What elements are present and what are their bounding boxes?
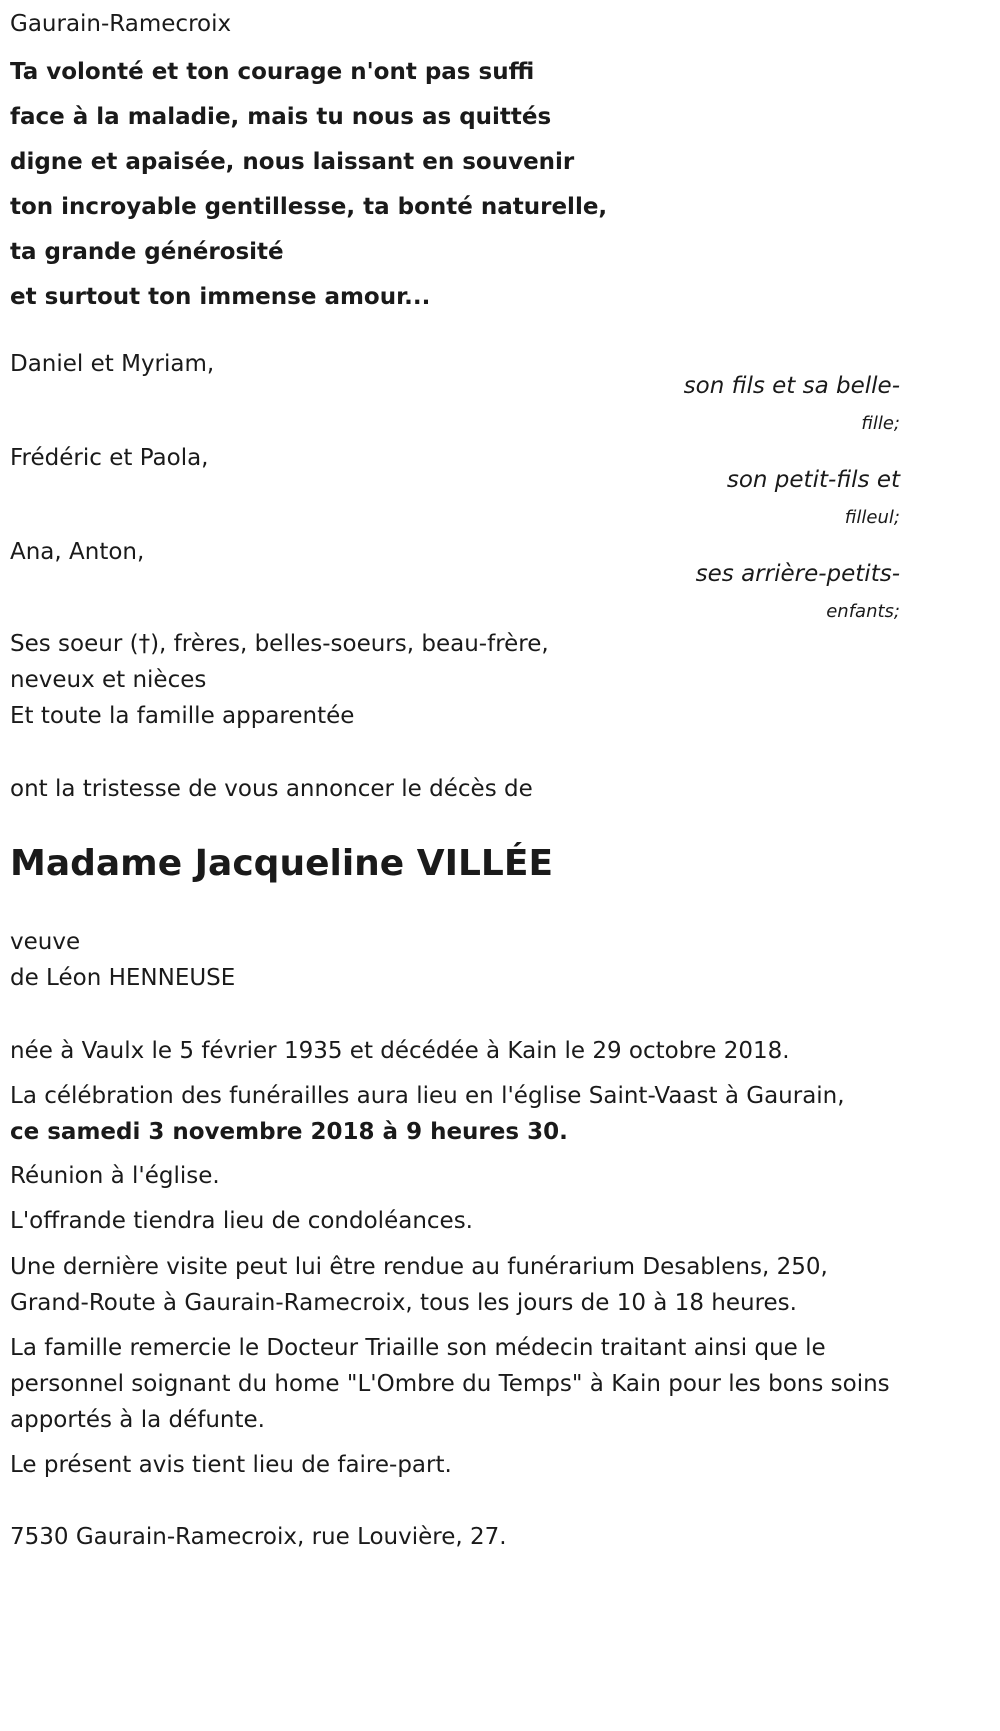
family-names: Daniel et Myriam, (10, 351, 215, 377)
family-relation (660, 368, 900, 442)
poem-line: et surtout ton immense amour... (10, 284, 431, 310)
relation-punct: ; (893, 413, 900, 434)
address: 7530 Gaurain-Ramecroix, rue Louvière, 27. (10, 1524, 507, 1550)
deceased-name: Madame Jacqueline VILLÉE (10, 843, 554, 884)
widow-line: veuve (10, 929, 81, 955)
notice-info: Le présent avis tient lieu de faire-part. (10, 1452, 452, 1478)
extended-family-line: Et toute la famille apparentée (10, 703, 355, 729)
widow-of (10, 924, 235, 996)
poem-line: face à la maladie, mais tu nous as quittés (10, 104, 552, 130)
relation-line (660, 404, 900, 442)
widow-line: de Léon HENNEUSE (10, 965, 236, 991)
poem-line: ta grande générosité (10, 239, 284, 265)
poem-line: Ta volonté et ton courage n'ont pas suffi (10, 59, 535, 85)
relation-text: filleul (844, 507, 894, 528)
birth-death: née à Vaulx le 5 février 1935 et décédée à Kain le 29 octobre 2018. (10, 1038, 790, 1064)
extended-family-line: Ses soeur (†), frères, belles-soeurs, beau-frère, (10, 631, 549, 657)
visit-info: Une dernière visite peut lui être rendue au funérarium Desablens, 250, Grand-Route à Gaurain-Ramecroix, tous les jours de 10 à 18 heures. (10, 1254, 828, 1316)
relation-line (660, 498, 900, 536)
meeting-info: Réunion à l'église. (10, 1163, 220, 1189)
poem-line: ton incroyable gentillesse, ta bonté naturelle, (10, 194, 608, 220)
ceremony-text: La célébration des funérailles aura lieu en l'église Saint-Vaast à Gaurain, (10, 1083, 845, 1109)
family-names: Frédéric et Paola, (10, 445, 209, 471)
ceremony-date: ce samedi 3 novembre 2018 à 9 heures 30. (10, 1119, 568, 1145)
place-heading: Gaurain-Ramecroix (10, 11, 232, 37)
thanks-info: La famille remercie le Docteur Triaille son médecin traitant ainsi que le personnel soignant du home "L'Ombre du Temps" à Kain pour les bons soins apportés à la défunte. (10, 1335, 890, 1433)
relation-text: enfants (826, 601, 894, 622)
extended-family (10, 626, 549, 734)
relation-line: ses arrière-petits- (695, 561, 900, 587)
relation-punct: ; (893, 507, 900, 528)
relation-line: son petit-fils et (726, 467, 900, 493)
poem-line: digne et apaisée, nous laissant en souvenir (10, 149, 575, 175)
extended-family-line: neveux et nièces (10, 667, 207, 693)
ceremony-info (10, 1078, 900, 1150)
poem (10, 50, 607, 320)
relation-line: son fils et sa belle- (683, 373, 900, 399)
relation-line (660, 592, 900, 630)
family-relation (660, 556, 900, 630)
relation-punct: ; (893, 601, 900, 622)
family-names: Ana, Anton, (10, 539, 145, 565)
offering-info: L'offrande tiendra lieu de condoléances. (10, 1208, 473, 1234)
announcement: ont la tristesse de vous annoncer le décès de (10, 776, 533, 802)
family-relation (660, 462, 900, 536)
relation-text: fille (861, 413, 894, 434)
